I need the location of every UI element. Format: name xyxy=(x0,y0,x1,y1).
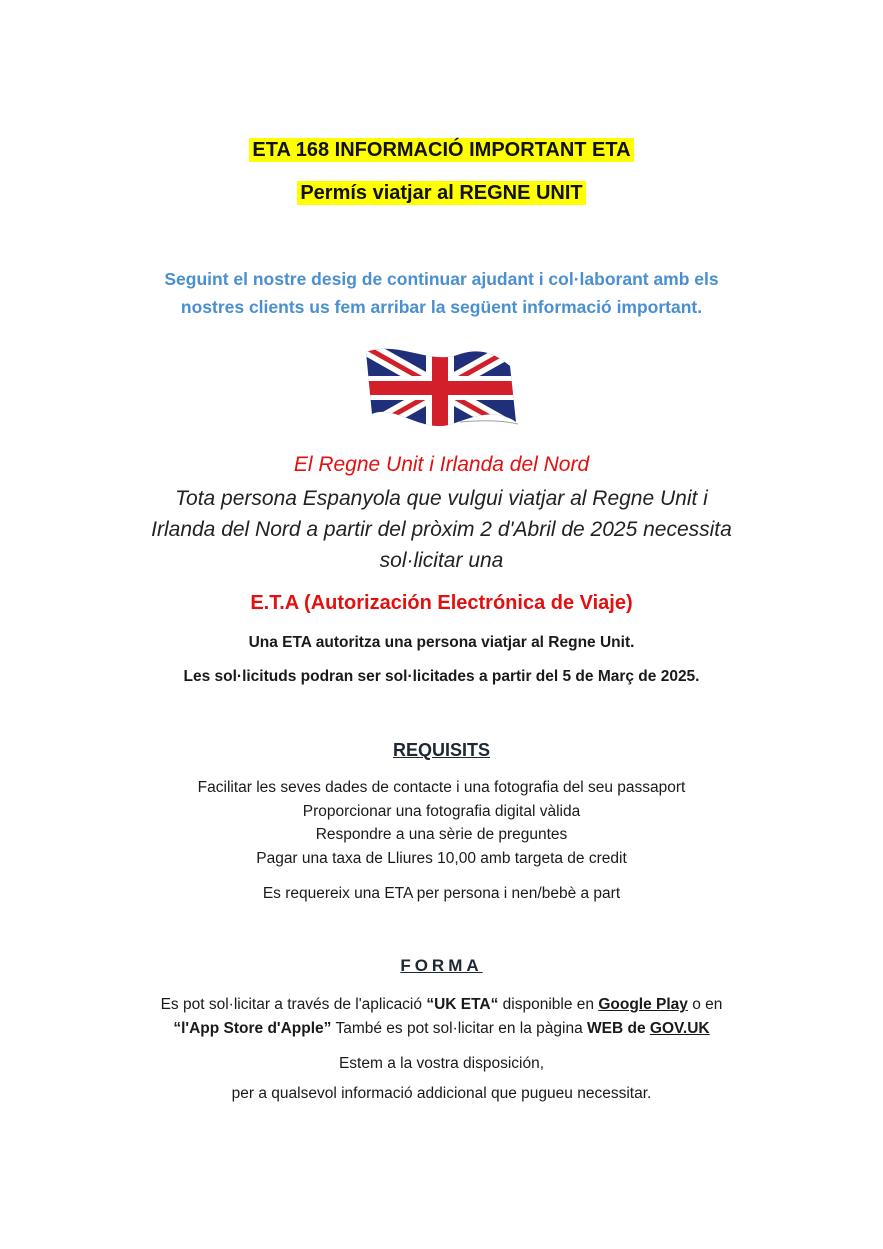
title-line xyxy=(0,139,883,162)
subtitle-line xyxy=(0,182,883,205)
forma-line-1 xyxy=(0,993,883,1017)
uk-line-3: sol·licitar una xyxy=(379,549,504,572)
forma-text: disponible en xyxy=(498,996,599,1013)
uk-line-2: Irlanda del Nord a partir del pròxim 2 d'Abril de 2025 necessita xyxy=(151,518,732,541)
union-jack-flag-icon xyxy=(360,344,520,426)
forma-text: També es pot sol·licitar en la pàgina xyxy=(331,1019,588,1037)
eta-title: E.T.A (Autorización Electrónica de Viaje) xyxy=(250,592,633,614)
forma-text: o en xyxy=(687,996,723,1013)
requisits-list xyxy=(0,776,883,870)
requisit-item: Pagar una taxa de Lliures 10,00 amb targeta de credit xyxy=(256,849,627,867)
eta-line-2: Les sol·licituds podran ser sol·licitades a partir del 5 de Març de 2025. xyxy=(183,668,700,685)
uk-line-1: Tota persona Espanyola que vulgui viatjar al Regne Unit i xyxy=(175,487,708,510)
web-label: WEB de xyxy=(587,1019,650,1037)
forma-line-2 xyxy=(0,1017,883,1041)
requisit-item: Respondre a una sèrie de preguntes xyxy=(315,826,568,843)
requisits-heading: REQUISITS xyxy=(392,740,490,760)
document-title: ETA 168 INFORMACIÓ IMPORTANT ETA xyxy=(249,138,633,162)
app-store-name: “l'App Store d'Apple” xyxy=(173,1019,332,1037)
forma-heading: FORMA xyxy=(400,956,483,975)
uk-eta-app-name: “UK ETA“ xyxy=(426,996,499,1013)
closing-line-1: Estem a la vostra disposición, xyxy=(338,1055,545,1072)
google-play-link[interactable]: Google Play xyxy=(598,996,688,1013)
uk-paragraph xyxy=(0,483,883,576)
forma-paragraph xyxy=(0,993,883,1040)
eta-line-1: Una ETA autoritza una persona viatjar al Regne Unit. xyxy=(248,634,635,651)
requisits-note: Es requereix una ETA per persona i nen/bebè a part xyxy=(262,885,621,902)
gov-uk-link[interactable]: GOV.UK xyxy=(649,1019,710,1037)
intro-line-1: Seguint el nostre desig de continuar ajudant i col·laborant amb els xyxy=(164,269,719,289)
forma-text: Es pot sol·licitar a través de l'aplicació xyxy=(160,996,427,1013)
requisit-item: Proporcionar una fotografia digital vàlida xyxy=(302,802,581,820)
document-subtitle: Permís viatjar al REGNE UNIT xyxy=(297,181,585,205)
uk-heading: El Regne Unit i Irlanda del Nord xyxy=(293,453,590,476)
requisit-item: Facilitar les seves dades de contacte i una fotografia del seu passaport xyxy=(197,779,686,796)
intro-paragraph xyxy=(0,265,883,321)
closing-line-2: per a qualsevol informació addicional que pugueu necessitar. xyxy=(231,1085,652,1102)
intro-line-2: nostres clients us fem arribar la següent informació important. xyxy=(180,297,703,317)
